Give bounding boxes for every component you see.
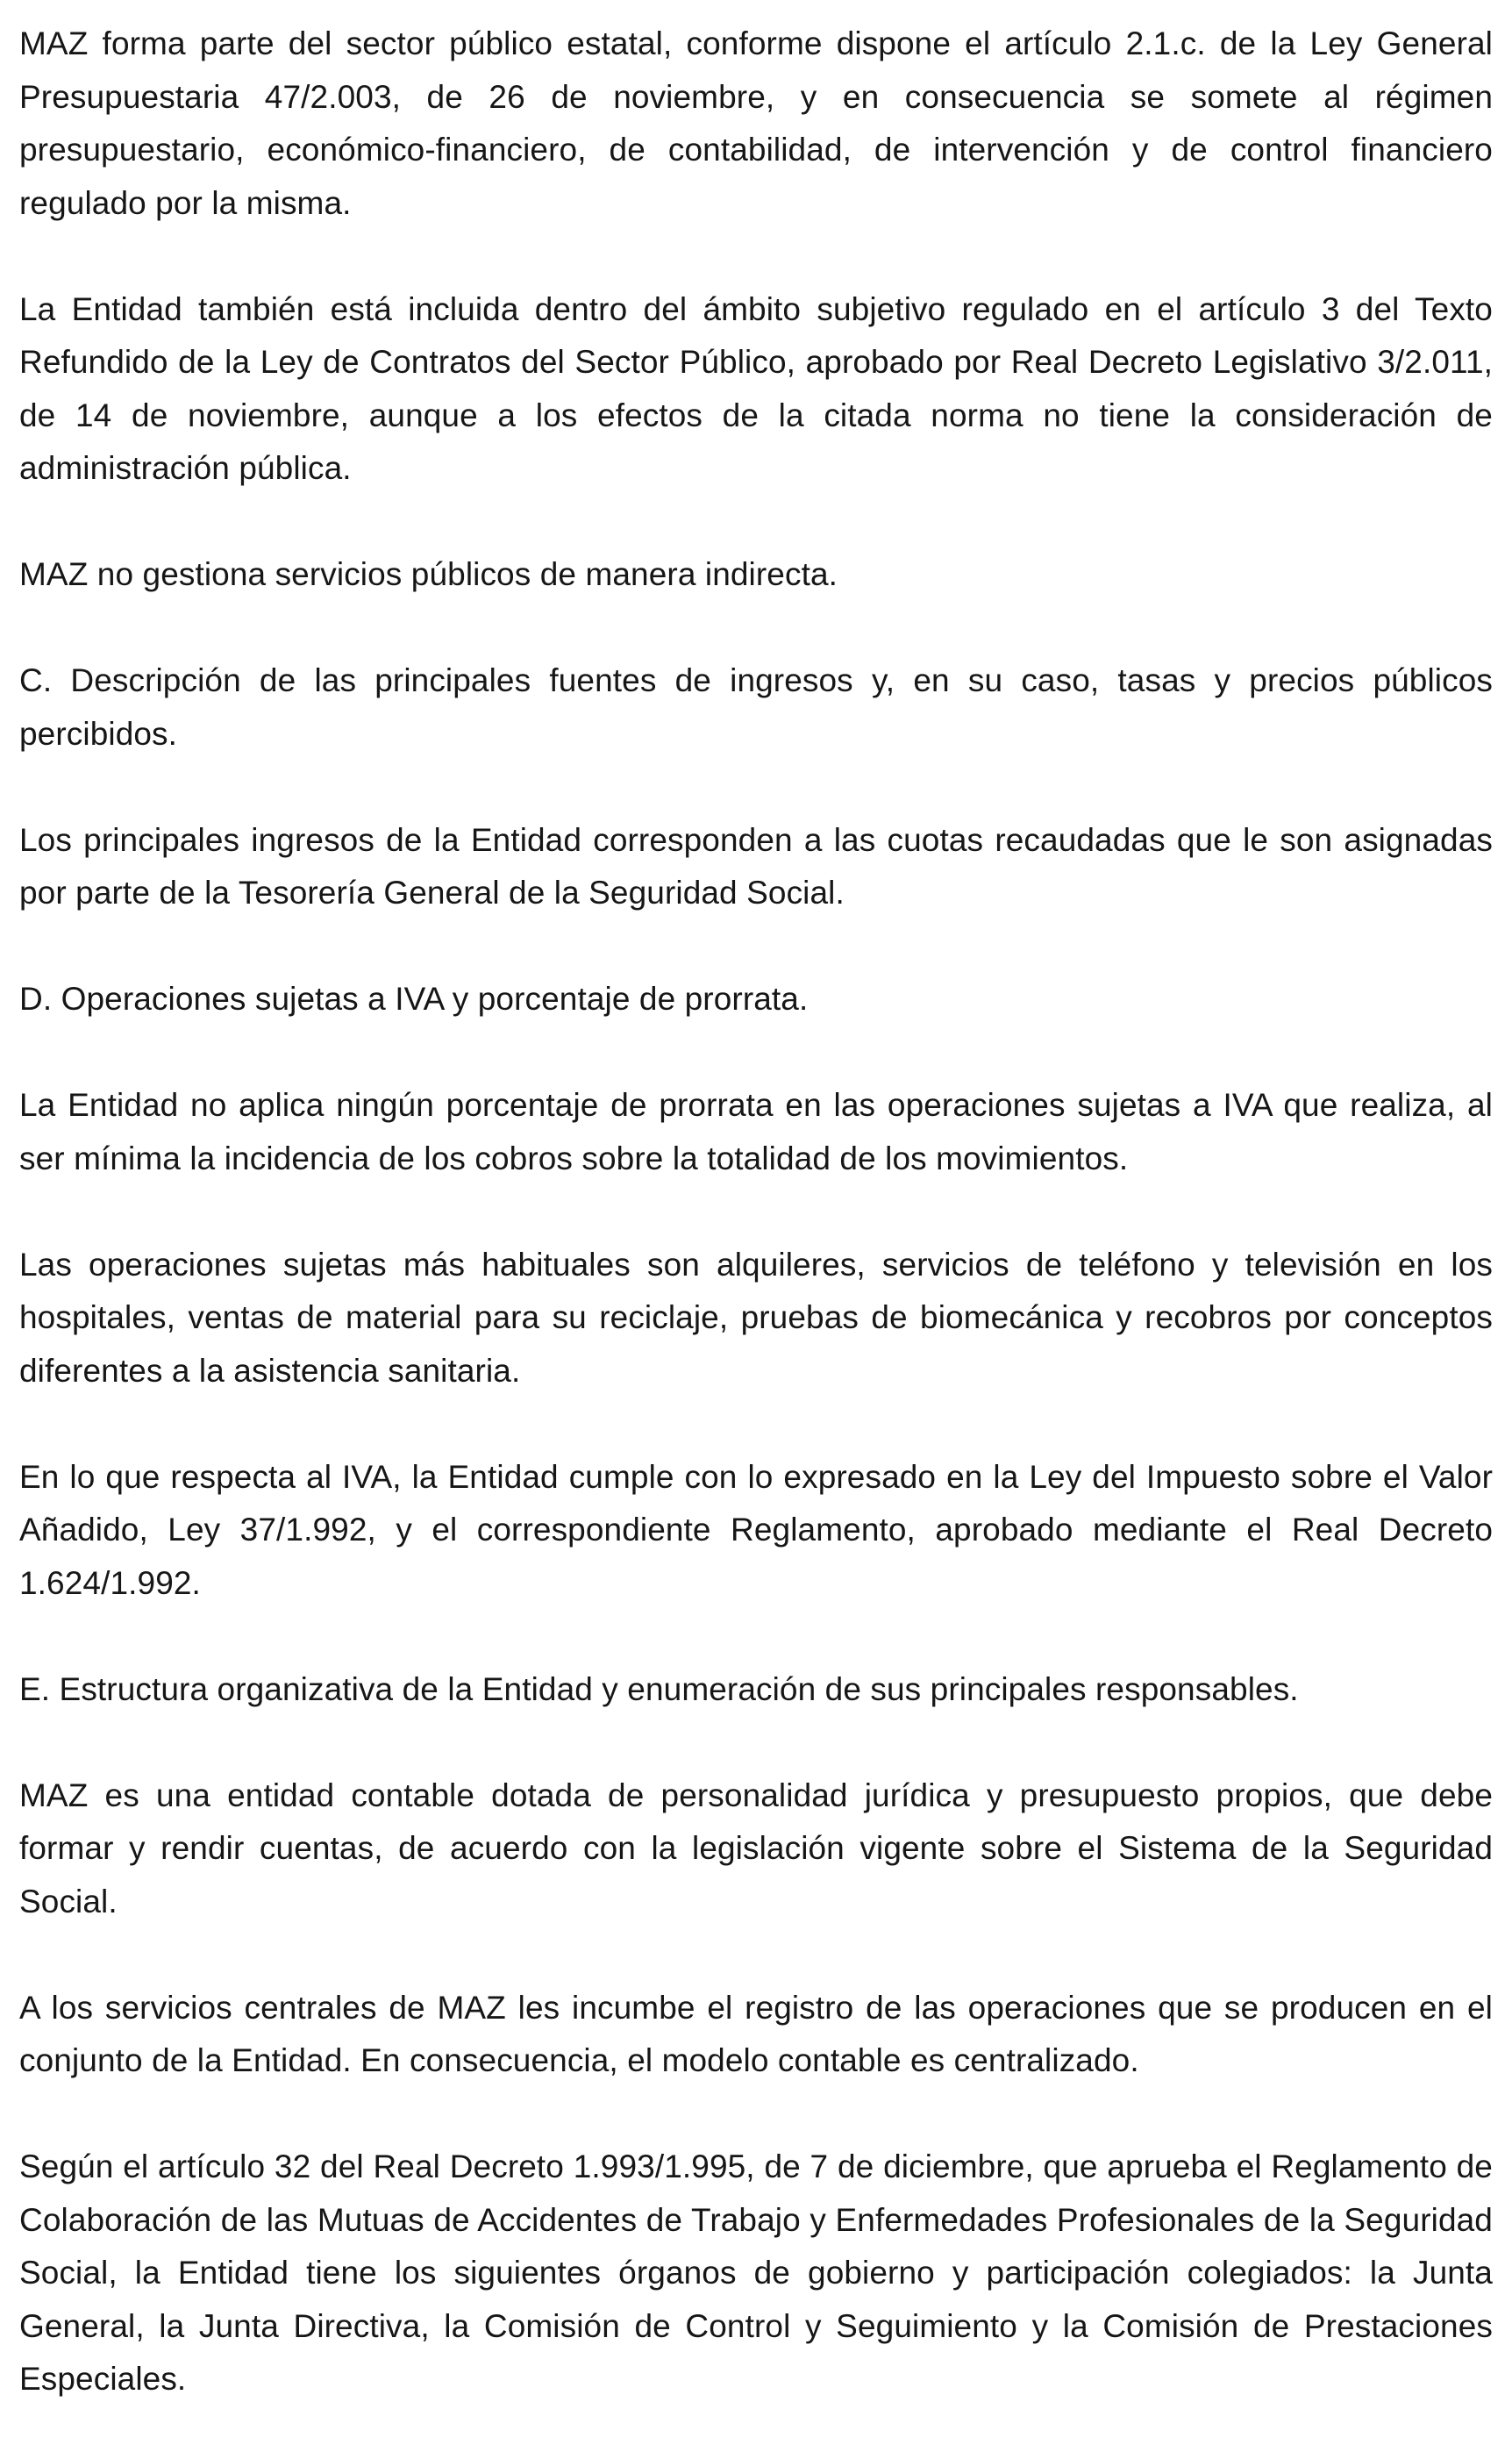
section-heading-d: D. Operaciones sujetas a IVA y porcentaje de prorrata. (19, 981, 809, 1017)
paragraph-entidad-contable: MAZ es una entidad contable dotada de personalidad jurídica y presupuesto propios, que debe formar y rendir cuentas, de acuerdo con la legislación vigente sobre el Sistema de la Seguridad Social. (19, 1777, 1493, 1920)
document-page (19, 18, 1493, 2406)
paragraph-operaciones-sujetas: Las operaciones sujetas más habituales son alquileres, servicios de teléfono y televisión en los hospitales, ventas de material para su reciclaje, pruebas de biomecánica y recobros por conceptos diferentes a la asistencia sanitaria. (19, 1246, 1493, 1389)
paragraph-prorrata: La Entidad no aplica ningún porcentaje de prorrata en las operaciones sujetas a IVA que realiza, al ser mínima la incidencia de los cobros sobre la totalidad de los movimientos. (19, 1087, 1493, 1176)
paragraph-servicios-centrales: A los servicios centrales de MAZ les incumbe el registro de las operaciones que se producen en el conjunto de la Entidad. En consecuencia, el modelo contable es centralizado. (19, 1989, 1493, 2078)
paragraph-ingresos: Los principales ingresos de la Entidad corresponden a las cuotas recaudadas que le son asignadas por parte de la Tesorería General de la Seguridad Social. (19, 821, 1493, 911)
section-heading-e: E. Estructura organizativa de la Entidad y enumeración de sus principales responsables. (19, 1670, 1299, 1707)
paragraph-servicios-publicos: MAZ no gestiona servicios públicos de manera indirecta. (19, 556, 838, 592)
paragraph-ley-contratos: La Entidad también está incluida dentro del ámbito subjetivo regulado en el artículo 3 del Texto Refundido de la Ley de Contratos del Sector Público, aprobado por Real Decreto Legislativo 3/2.011, de 14 de noviembre, aunque a los efectos de la citada norma no tiene la consideración de administración pública. (19, 290, 1493, 486)
section-heading-c: C. Descripción de las principales fuentes de ingresos y, en su caso, tasas y precios públicos percibidos. (19, 662, 1493, 752)
paragraph-sector-publico: MAZ forma parte del sector público estatal, conforme dispone el artículo 2.1.c. de la Ley General Presupuestaria 47/2.003, de 26 de noviembre, y en consecuencia se somete al régimen presupuestario, económico-financiero, de contabilidad, de intervención y de control financiero regulado por la misma. (19, 25, 1493, 221)
paragraph-organos-gobierno: Según el artículo 32 del Real Decreto 1.993/1.995, de 7 de diciembre, que aprueba el Reglamento de Colaboración de las Mutuas de Accidentes de Trabajo y Enfermedades Profesionales de la Seguridad Social, la Entidad tiene los siguientes órganos de gobierno y participación colegiados: la Junta General, la Junta Directiva, la Comisión de Control y Seguimiento y la Comisión de Prestaciones Especiales. (19, 2148, 1493, 2397)
paragraph-iva: En lo que respecta al IVA, la Entidad cumple con lo expresado en la Ley del Impuesto sobre el Valor Añadido, Ley 37/1.992, y el correspondiente Reglamento, aprobado mediante el Real Decreto 1.624/1.992. (19, 1458, 1493, 1601)
